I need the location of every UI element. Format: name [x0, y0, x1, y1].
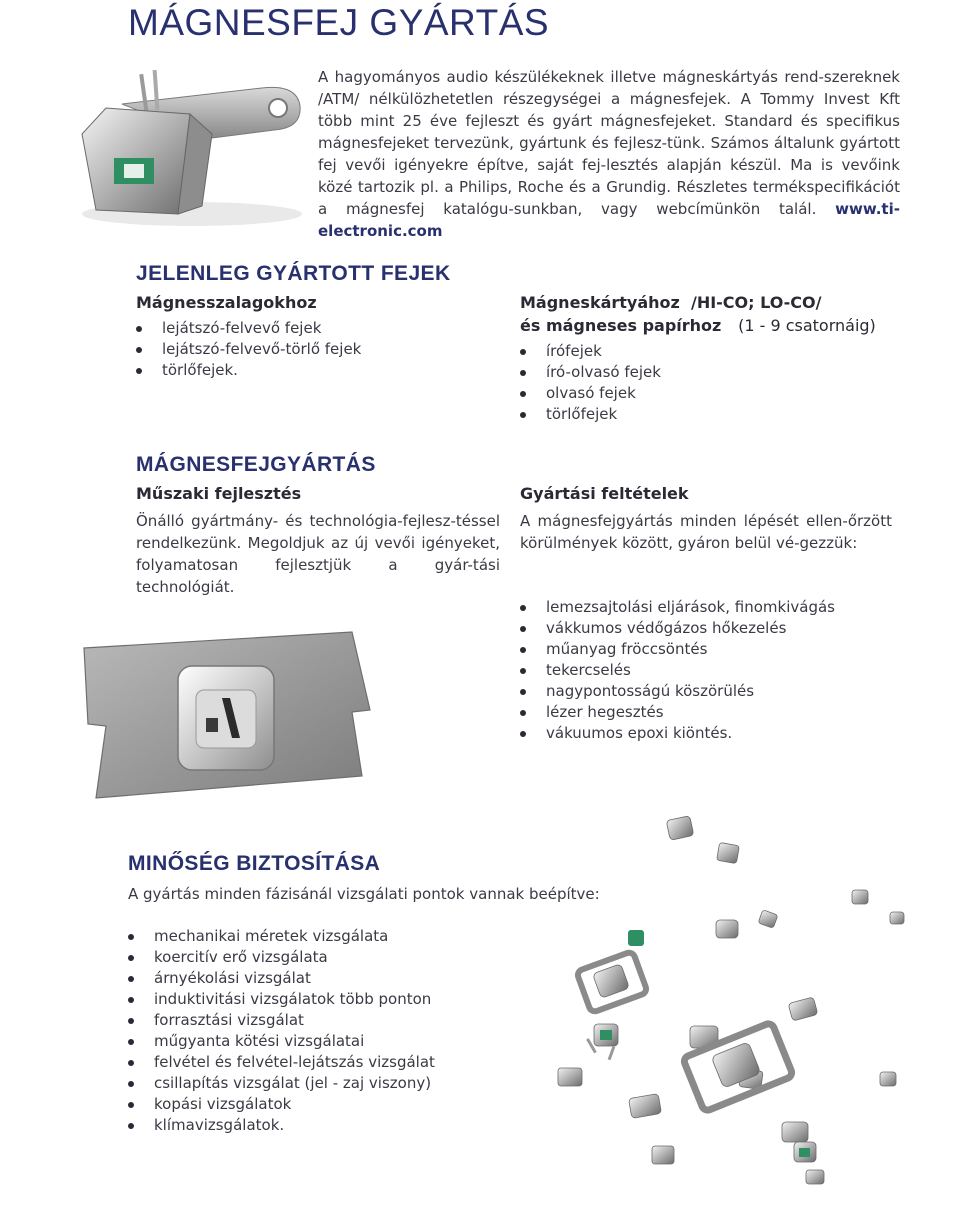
list-item: vákuumos epoxi kiöntés. [516, 723, 835, 744]
intro-paragraph [318, 66, 900, 242]
list-item: műgyanta kötési vizsgálatai [124, 1031, 435, 1052]
subheading-tapes: Mágnesszalagokhoz [136, 293, 317, 312]
quality-checks-list [124, 926, 435, 1136]
list-item: árnyékolási vizsgálat [124, 968, 435, 989]
list-item: nagypontosságú köszörülés [516, 681, 835, 702]
conditions-paragraph: A mágnesfejgyártás minden lépését ellen-őrzött körülmények között, gyáron belül vé-gezzük: [520, 512, 892, 552]
channel-note: (1 - 9 csatornáig) [738, 316, 876, 335]
tape-heads-list [132, 318, 361, 381]
subheading-development: Műszaki fejlesztés [136, 484, 302, 503]
mounting-plate-photo [80, 626, 380, 806]
list-item: műanyag fröccsöntés [516, 639, 835, 660]
list-item: klímavizsgálatok. [124, 1115, 435, 1136]
subheading-cards-paper: és mágneses papírhoz [520, 316, 722, 335]
quality-intro: A gyártás minden fázisánál vizsgálati pontok vannak beépítve: [128, 885, 600, 903]
section-heading-quality: MINŐSÉG BIZTOSÍTÁSA [128, 852, 381, 875]
list-item: lézer hegesztés [516, 702, 835, 723]
list-item: koercitív erő vizsgálata [124, 947, 435, 968]
subheading-conditions: Gyártási feltételek [520, 484, 689, 503]
list-item: forrasztási vizsgálat [124, 1010, 435, 1031]
subheading-cards-line2 [520, 316, 876, 335]
list-item: lejátszó-felvevő fejek [132, 318, 361, 339]
list-item: törlőfejek [516, 404, 661, 425]
page-title: MÁGNESFEJ GYÁRTÁS [128, 2, 550, 43]
list-item: vákkumos védőgázos hőkezelés [516, 618, 835, 639]
website-link[interactable]: www.ti-electronic.com [318, 200, 900, 240]
section-heading-production: MÁGNESFEJGYÁRTÁS [136, 453, 376, 476]
development-paragraph: Önálló gyártmány- és technológia-fejlesz-téssel rendelkezünk. Megoldjuk az új vevői igényeket, folyamatosan fejlesztjük a gyár-tási technológiát. [136, 512, 500, 596]
list-item: lemezsajtolási eljárások, finomkivágás [516, 597, 835, 618]
list-item: olvasó fejek [516, 383, 661, 404]
subheading-cards: Mágneskártyához /HI-CO; LO-CO/ [520, 293, 822, 312]
list-item: tekercselés [516, 660, 835, 681]
list-item: lejátszó-felvevő-törlő fejek [132, 339, 361, 360]
list-item: írófejek [516, 341, 661, 362]
section-heading-current: JELENLEG GYÁRTOTT FEJEK [136, 262, 451, 285]
list-item: felvétel és felvétel-lejátszás vizsgálat [124, 1052, 435, 1073]
list-item: induktivitási vizsgálatok több ponton [124, 989, 435, 1010]
list-item: kopási vizsgálatok [124, 1094, 435, 1115]
card-heads-list [516, 341, 661, 425]
list-item: törlőfejek. [132, 360, 361, 381]
magnetic-head-photo [62, 64, 322, 234]
scattered-heads-photo [390, 800, 960, 1220]
list-item: csillapítás vizsgálat (jel - zaj viszony) [124, 1073, 435, 1094]
list-item: mechanikai méretek vizsgálata [124, 926, 435, 947]
list-item: író-olvasó fejek [516, 362, 661, 383]
intro-text: A hagyományos audio készülékeknek illetve mágneskártyás rend-szereknek /ATM/ nélkülözhetetlen részegységei a mágnesfejek. A Tommy Invest Kft több mint 25 éve fejleszt és gyárt mágnesfejeket. Standard és specifikus mágnesfejeket tervezünk, gyártunk és fejlesz-tünk. Számos általunk gyártott fej vevői igényekre építve, saját fej-lesztés alapján készül. Ma is vevőink közé tartozik pl. a Philips, Roche és a Grundig. Részletes termékspecifikációt a mágnesfej katalógu-sunkban, vagy webcímünkön talál. [318, 68, 900, 218]
production-steps-list [516, 597, 835, 744]
